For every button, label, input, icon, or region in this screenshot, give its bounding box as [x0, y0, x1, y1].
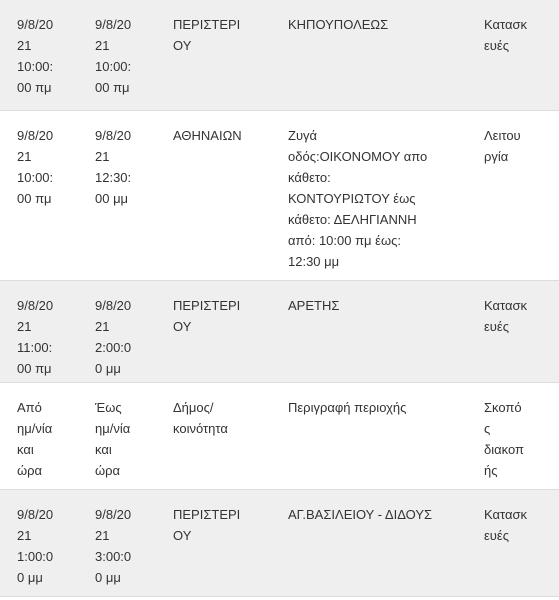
table-row	[0, 111, 559, 281]
area-description-cell: ΚΗΠΟΥΠΟΛΕΩΣ	[288, 17, 389, 32]
table-row	[0, 490, 559, 597]
header-from-datetime: Από ημ/νία και ώρα	[17, 400, 53, 478]
header-area-description: Περιγραφή περιοχής	[288, 400, 407, 415]
municipality-cell: ΠΕΡΙΣΤΕΡΙ ΟΥ	[173, 507, 241, 543]
municipality-cell: ΑΘΗΝΑΙΩΝ	[173, 128, 242, 143]
from-datetime-cell: 9/8/20 21 11:00: 00 πμ	[17, 298, 54, 376]
table-row	[0, 281, 559, 383]
municipality-cell: ΠΕΡΙΣΤΕΡΙ ΟΥ	[173, 17, 241, 53]
to-datetime-cell: 9/8/20 21 2:00:0 0 μμ	[95, 298, 132, 376]
table-row	[0, 0, 559, 111]
purpose-cell: Λειτου ργία	[484, 128, 521, 164]
table-header-row	[0, 383, 559, 490]
header-to-datetime: Έως ημ/νία και ώρα	[95, 400, 131, 478]
from-datetime-cell: 9/8/20 21 10:00: 00 πμ	[17, 17, 54, 95]
purpose-cell: Κατασκ ευές	[484, 17, 528, 53]
area-description-cell: ΑΓ.ΒΑΣΙΛΕΙΟΥ - ΔΙΔΟΥΣ	[288, 507, 433, 522]
from-datetime-cell: 9/8/20 21 1:00:0 0 μμ	[17, 507, 54, 585]
municipality-cell: ΠΕΡΙΣΤΕΡΙ ΟΥ	[173, 298, 241, 334]
purpose-cell: Κατασκ ευές	[484, 507, 528, 543]
to-datetime-cell: 9/8/20 21 12:30: 00 μμ	[95, 128, 132, 206]
to-datetime-cell: 9/8/20 21 3:00:0 0 μμ	[95, 507, 132, 585]
header-municipality: Δήμος/ κοινότητα	[173, 400, 228, 436]
header-purpose: Σκοπό ς διακοπ ής	[484, 400, 524, 478]
area-description-cell: ΑΡΕΤΗΣ	[288, 298, 340, 313]
to-datetime-cell: 9/8/20 21 10:00: 00 πμ	[95, 17, 132, 95]
from-datetime-cell: 9/8/20 21 10:00: 00 πμ	[17, 128, 54, 206]
purpose-cell: Κατασκ ευές	[484, 298, 528, 334]
area-description-cell: Ζυγά οδός:ΟΙΚΟΝΟΜΟΥ απο κάθετο: ΚΟΝΤΟΥΡΙΩΤΟΥ έως κάθετο: ΔΕΛΗΓΙΑΝΝΗ από: 10:00 πμ έως: 12:30 μμ	[288, 128, 428, 269]
